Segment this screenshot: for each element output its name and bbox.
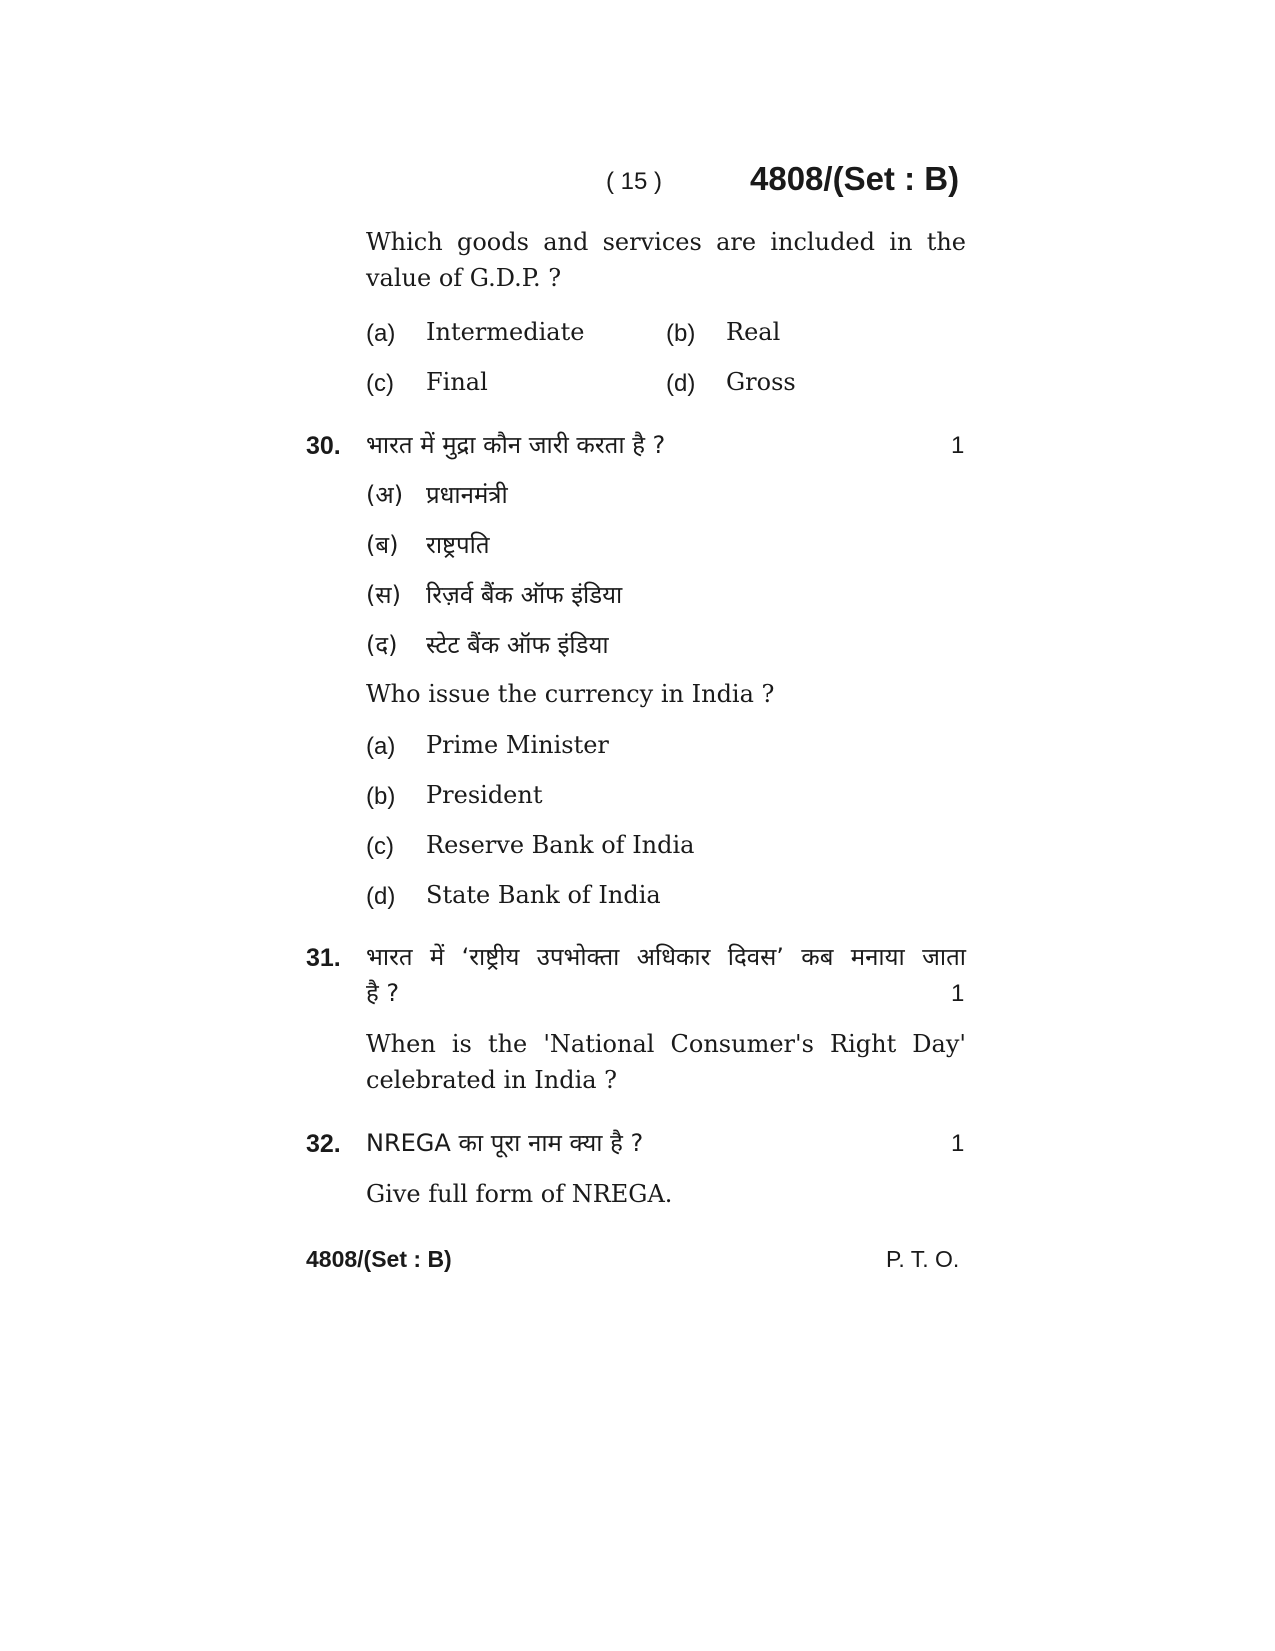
paper-code-header: 4808/(Set : B)	[750, 160, 960, 197]
q29-option-b-text: Real	[726, 318, 781, 346]
q30-option-c-label: (c)	[366, 833, 394, 860]
q29-option-b-label: (b)	[666, 320, 696, 347]
q30-hindi-option-b-label: (ब)	[366, 531, 399, 559]
q30-option-c-text: Reserve Bank of India	[426, 831, 695, 859]
q31-hindi-line2: है ?	[366, 979, 400, 1007]
q30-hindi-option-c-text: रिज़र्व बैंक ऑफ इंडिया	[426, 581, 623, 609]
q32-hindi: NREGA का पूरा नाम क्या है ?	[366, 1129, 644, 1157]
q30-hindi-option-c-label: (स)	[366, 581, 401, 609]
q29-english-line2: value of G.D.P. ?	[366, 264, 562, 292]
q30-hindi-option-a-text: प्रधानमंत्री	[426, 481, 508, 509]
q29-option-c-label: (c)	[366, 370, 394, 397]
q31-english-line2: celebrated in India ?	[366, 1066, 618, 1094]
q30-hindi: भारत में मुद्रा कौन जारी करता है ?	[366, 431, 666, 459]
q31-hindi-line1: भारत में ‘राष्ट्रीय उपभोक्ता अधिकार दिवस’ कब मनाया जाता	[366, 943, 966, 971]
q32-english: Give full form of NREGA.	[366, 1180, 673, 1208]
q30-hindi-option-b-text: राष्ट्रपति	[426, 531, 490, 559]
q30-hindi-option-d-text: स्टेट बैंक ऑफ इंडिया	[426, 631, 609, 659]
q29-option-d-text: Gross	[726, 368, 796, 396]
q29-option-a-text: Intermediate	[426, 318, 585, 346]
q29-option-c-text: Final	[426, 368, 488, 396]
q31-marks: 1	[951, 980, 965, 1007]
paper-code-footer: 4808/(Set : B)	[306, 1246, 452, 1272]
q29-option-a-label: (a)	[366, 320, 396, 347]
page-number: ( 15 )	[606, 168, 663, 195]
q30-number: 30.	[306, 432, 341, 460]
q31-number: 31.	[306, 944, 341, 972]
q30-hindi-option-d-label: (द)	[366, 631, 398, 659]
q30-option-a-text: Prime Minister	[426, 731, 609, 759]
q32-number: 32.	[306, 1130, 341, 1158]
q30-option-b-label: (b)	[366, 783, 396, 810]
q29-english-line1: Which goods and services are included in the	[366, 228, 966, 256]
q29-option-d-label: (d)	[666, 370, 696, 397]
q30-option-d-label: (d)	[366, 883, 396, 910]
q30-english: Who issue the currency in India ?	[366, 680, 775, 708]
q30-option-d-text: State Bank of India	[426, 881, 661, 909]
q32-marks: 1	[951, 1130, 965, 1157]
q30-option-a-label: (a)	[366, 733, 396, 760]
q30-hindi-option-a-label: (अ)	[366, 481, 404, 509]
q30-marks: 1	[951, 432, 965, 459]
q30-option-b-text: President	[426, 781, 543, 809]
q31-english-line1: When is the 'National Consumer's Right Day'	[366, 1030, 966, 1058]
pto-label: P. T. O.	[886, 1246, 960, 1272]
